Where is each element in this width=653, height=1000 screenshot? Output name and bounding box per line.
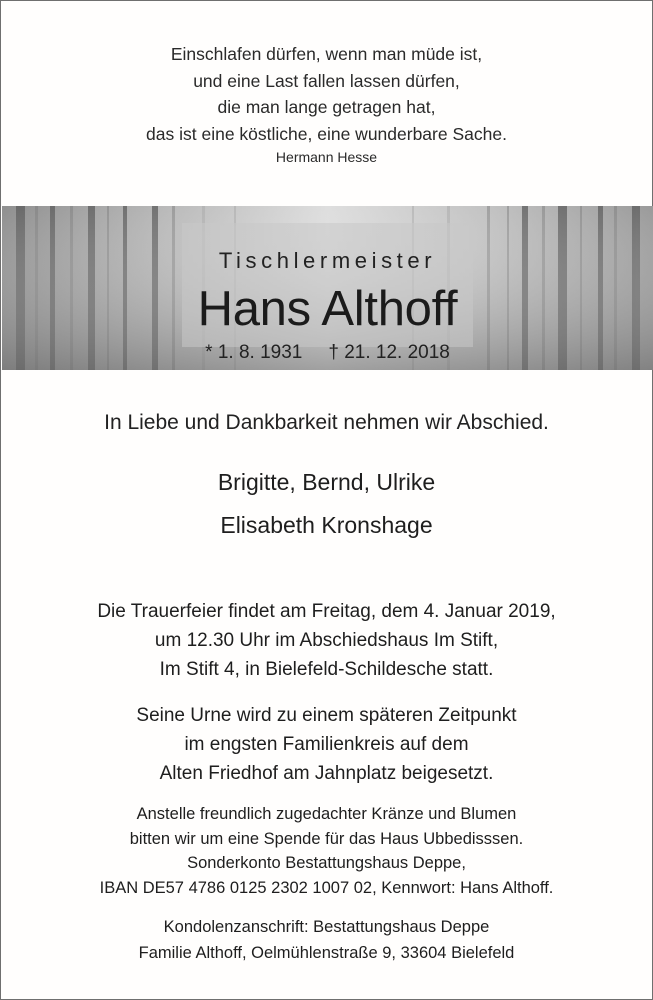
donation-line: Sonderkonto Bestattungshaus Deppe, [187,854,466,872]
service-line: Im Stift 4, in Bielefeld-Schildesche statt. [159,659,494,680]
forest-banner [2,206,653,370]
profession: Tischlermeister [218,248,437,273]
death-date: † 21. 12. 2018 [328,342,450,363]
life-dates [182,342,473,364]
farewell-line: In Liebe und Dankbarkeit nehmen wir Abschied. [104,411,549,434]
poem-author: Hermann Hesse [275,149,378,165]
mourner-names: Brigitte, Bernd, Ulrike [217,469,436,495]
service-info [1,597,652,684]
condolence-line: Kondolenzanschrift: Bestattungshaus Deppe [163,918,490,936]
mourners [1,461,652,547]
donation-line: IBAN DE57 4786 0125 2302 1007 02, Kennwort: Hans Althoff. [99,878,554,897]
condolence-line: Familie Althoff, Oelmühlenstraße 9, 33604 Bielefeld [138,944,515,962]
poem-line: Einschlafen dürfen, wenn man müde ist, [170,44,483,64]
burial-line: Alten Friedhof am Jahnplatz beigesetzt. [159,763,494,784]
donation-line: Anstelle freundlich zugedachter Kränze und Blumen [136,805,517,823]
poem-line: und eine Last fallen lassen dürfen, [193,70,460,91]
poem-line: das ist eine köstliche, eine wunderbare Sache. [146,123,507,144]
birth-date: * 1. 8. 1931 [205,342,303,363]
service-line: Die Trauerfeier findet am Freitag, dem 4. Januar 2019, [97,601,556,622]
donation-line: bitten wir um eine Spende für das Haus Ubbedisssen. [129,829,524,848]
poem-line: die man lange getragen hat, [217,97,436,117]
burial-line: Seine Urne wird zu einem späteren Zeitpunkt [136,705,517,726]
mourner-names: Elisabeth Kronshage [220,512,433,538]
donation-info [1,802,652,900]
service-line: um 12.30 Uhr im Abschiedshaus Im Stift, [154,630,499,651]
name-plate [182,223,473,363]
burial-line: im engsten Familienkreis auf dem [184,734,469,755]
poem [1,41,652,147]
condolence-address [1,914,652,966]
burial-info [1,701,652,788]
deceased-name: Hans Althoff [197,282,458,336]
